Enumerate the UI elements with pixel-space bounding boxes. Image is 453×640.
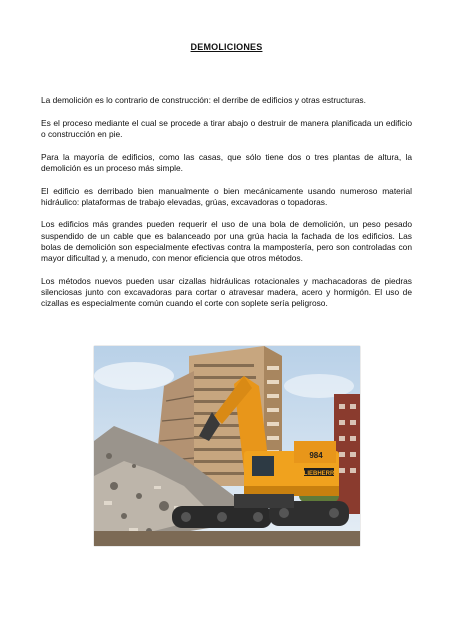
- model-number-text: 984: [309, 451, 323, 460]
- paragraph: Los métodos nuevos pueden usar cizallas hidráulicas rotacionales y machacadoras de piedras silenciosas junto con excavadoras para cortar o atravesar madera, acero y hormigón. El uso de cizallas es especialmente común cuando el corte con soplete sería peligroso.: [41, 275, 412, 309]
- document-body: [41, 95, 412, 321]
- brand-text: LIEBHERR: [303, 471, 335, 477]
- demolition-illustration: [94, 346, 360, 546]
- paragraph: El edificio es derribado bien manualmente o bien mecánicamente usando numeroso material hidráulico: plataformas de trabajo elevadas, grúas, excavadoras o topadoras.: [41, 185, 412, 207]
- paragraph: Es el proceso mediante el cual se procede a tirar abajo o destruir de manera planificada un edificio o construcción en pie.: [41, 117, 412, 139]
- demolition-photo: [94, 346, 360, 546]
- document-title: DEMOLICIONES: [190, 42, 263, 52]
- ground: [94, 531, 360, 546]
- paragraph: Para la mayoría de edificios, como las casas, que sólo tiene dos o tres plantas de altura, la demolición es un proceso más simple.: [41, 151, 412, 173]
- paragraph: La demolición es lo contrario de construcción: el derribe de edificios y otras estructuras.: [41, 95, 366, 105]
- paragraph: Los edificios más grandes pueden requerir el uso de una bola de demolición, un peso pesado suspendido de un cable que es balanceado por una grúa hacia la fachada de los edificios. Las bolas de demolición son especialmente efectivas contra la mampostería, pero son controladas con mayor dificultad y, a menudo, con menor eficiencia que otros métodos.: [41, 219, 412, 264]
